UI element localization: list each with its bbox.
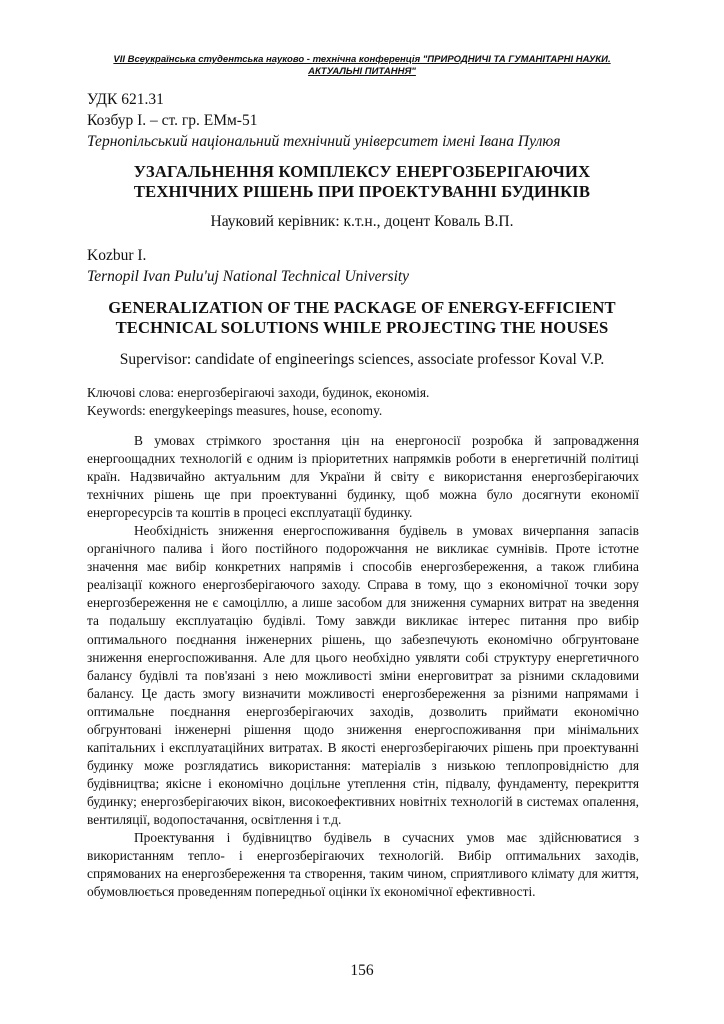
ukr-supervisor: Науковий керівник: к.т.н., доцент Коваль В.П. — [210, 213, 514, 230]
ukr-title — [75, 162, 649, 202]
ukr-author: Козбур І. – ст. гр. ЕМм-51 — [87, 112, 258, 129]
eng-title-line1: GENERALIZATION OF THE PACKAGE OF ENERGY-EFFICIENT — [108, 298, 616, 317]
conference-header-line1: VII Всеукраїнська студентська науково - технічна конференція "ПРИРОДНИЧІ ТА ГУМАНІТАРНІ НАУКИ. — [113, 54, 611, 65]
body-paragraph-1: В умовах стрімкого зростання цін на енергоносії розробка й запровадження енергоощадних технологій є одним із пріоритетних напрямків роботи в енергетичній політиці країн. Надзвичайно актуальним для України й світу є використання енергозберігаючих технічних рішень ще при проектуванні будинку, щоб можна було досягнути економії енергоресурсів та коштів в процесі експлуатації будинку. — [87, 433, 639, 521]
body-paragraph-3: Проектування і будівництво будівель в сучасних умов має здійснюватися з використанням тепло- і енергозберігаючих технологій. Вибір оптимальних заходів, спрямованих на енергозбереження та створення, таким чином, сприятливого клімату для життя, обумовлюється проведенням попередньої оцінки їх економічної ефективності. — [87, 830, 639, 900]
eng-meta — [87, 245, 409, 287]
conference-header — [60, 54, 664, 78]
body-paragraph-2: Необхідність зниження енергоспоживання будівель в умовах вичерпання запасів органічного палива і його постійного подорожчання не викликає сумнівів. Проте істотне значення має вибір конкретних напрямів і способів енергозбереження, а також глибина реалізації кожного енергозберігаючого заходу. Справа в тому, що з економічної точки зору енергозбереження не є самоціллю, а лише засобом для зниження сумарних витрат на зведення та подальшу експлуатацію будівлі. Тому завжди викликає інтерес питання про вибір оптимального поєднання інженерних рішень, що забезпечують економічно обгрунтоване зниження енергоспоживання. Але для цього необхідно уявляти собі структуру енергетичного балансу будівлі та пов'язані з нею можливості зміни енерговитрат за різними складовими балансу. Це дасть змогу визначити можливості енергозбереження за різними напрямами і оптимальне поєднання енергозберігаючих заходів, дозволить приймати економічно обгрунтовані інженерні рішення щодо зниження енергоспоживання при мінімальних капітальних і експлуатаційних витратах. В якості енергозберігаючих рішень при проектуванні будинку може розглядатись використання: матеріалів з низькою теплопровідністю для будівництва; якісне і економічно доцільне утеплення стін, підвалу, фундаменту, перекриття будинку; енергозберігаючих вікон, високоефективних новітніх технологій в системах опалення, вентиляції, водопостачання, освітлення і т.д. — [87, 523, 639, 827]
article-body — [87, 432, 639, 901]
ukr-university: Тернопільський національний технічний університет імені Івана Пулюя — [87, 133, 561, 150]
ukr-title-line2: ТЕХНІЧНИХ РІШЕНЬ ПРИ ПРОЕКТУВАННІ БУДИНКІВ — [133, 182, 591, 201]
conference-header-line2: АКТУАЛЬНІ ПИТАННЯ" — [308, 66, 416, 77]
keywords-ukr: Ключові слова: енергозберігаючі заходи, будинок, економія. — [87, 385, 430, 400]
udk-code: УДК 621.31 — [87, 91, 164, 108]
keywords-eng: Keywords: energykeepings measures, house, economy. — [87, 403, 383, 418]
ukr-title-line1: УЗАГАЛЬНЕННЯ КОМПЛЕКСУ ЕНЕРГОЗБЕРІГАЮЧИХ — [133, 162, 591, 181]
keywords-block — [87, 384, 429, 420]
eng-author: Kozbur I. — [87, 247, 147, 264]
page-number: 156 — [350, 962, 374, 979]
eng-title — [75, 298, 649, 338]
eng-university: Ternopil Ivan Pulu'uj National Technical University — [87, 268, 410, 285]
eng-supervisor: Supervisor: candidate of engineerings sciences, associate professor Koval V.P. — [119, 351, 605, 368]
ukr-meta — [87, 89, 560, 152]
eng-title-line2: TECHNICAL SOLUTIONS WHILE PROJECTING THE HOUSES — [115, 318, 609, 337]
